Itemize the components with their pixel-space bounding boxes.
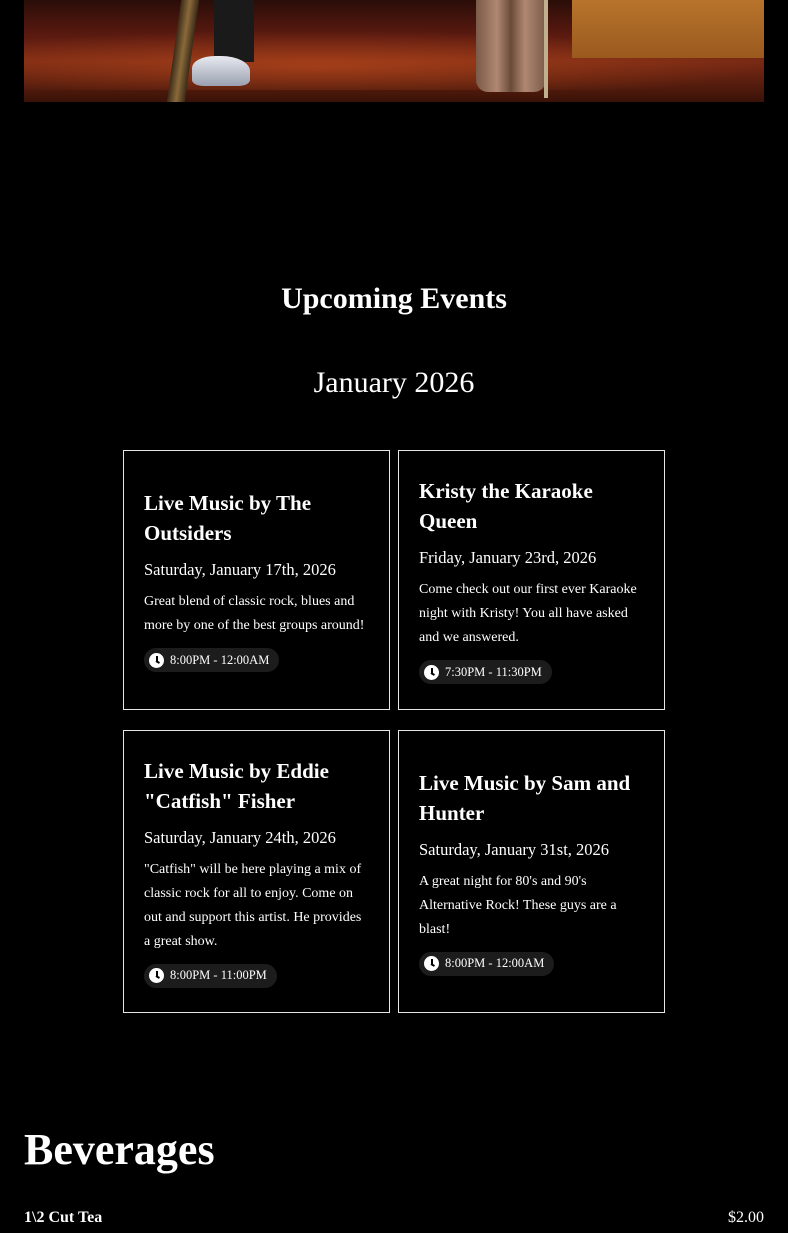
event-time-badge xyxy=(419,660,552,684)
events-heading: Upcoming Events xyxy=(281,282,507,315)
event-time: 8:00PM - 12:00AM xyxy=(445,956,545,970)
event-description: Great blend of classic rock, blues and more by one of the best groups around! xyxy=(144,594,365,633)
menu-item xyxy=(24,1209,764,1227)
event-description: Come check out our first ever Karaoke night with Kristy! You all have asked and we answered. xyxy=(419,582,637,645)
event-time: 7:30PM - 11:30PM xyxy=(445,664,542,679)
event-card[interactable] xyxy=(123,730,390,1013)
event-title: Kristy the Karaoke Queen xyxy=(419,479,593,533)
event-card[interactable] xyxy=(123,450,390,710)
event-date: Saturday, January 24th, 2026 xyxy=(144,827,336,847)
menu-item-name: 1\2 Cut Tea xyxy=(24,1209,103,1226)
event-description: "Catfish" will be here playing a mix of classic rock for all to enjoy. Come on out and support this artist. He provides a great show. xyxy=(144,861,362,949)
menu-item-price: $2.00 xyxy=(728,1209,764,1226)
event-date: Saturday, January 31st, 2026 xyxy=(419,839,610,859)
event-time: 8:00PM - 11:00PM xyxy=(170,968,267,982)
event-time-badge xyxy=(144,964,277,988)
beverages-heading: Beverages xyxy=(24,1125,215,1174)
event-card[interactable] xyxy=(398,730,665,1013)
event-time-badge xyxy=(144,648,279,672)
event-title: Live Music by Sam and Hunter xyxy=(419,770,631,825)
event-date: Saturday, January 17th, 2026 xyxy=(144,560,336,579)
event-time-badge xyxy=(419,952,554,976)
event-time: 8:00PM - 12:00AM xyxy=(170,652,270,667)
event-title: Live Music by The Outsiders xyxy=(144,491,312,545)
events-month: January 2026 xyxy=(313,366,475,399)
event-title: Live Music by Eddie "Catfish" Fisher xyxy=(144,758,329,813)
clock-icon xyxy=(424,665,439,680)
hero-image xyxy=(24,0,764,102)
event-card[interactable] xyxy=(398,450,665,710)
clock-icon xyxy=(149,653,164,668)
clock-icon xyxy=(424,956,439,971)
clock-icon xyxy=(149,968,164,983)
event-date: Friday, January 23rd, 2026 xyxy=(419,548,597,567)
event-description: A great night for 80's and 90's Alternative Rock! These guys are a blast! xyxy=(419,873,617,937)
